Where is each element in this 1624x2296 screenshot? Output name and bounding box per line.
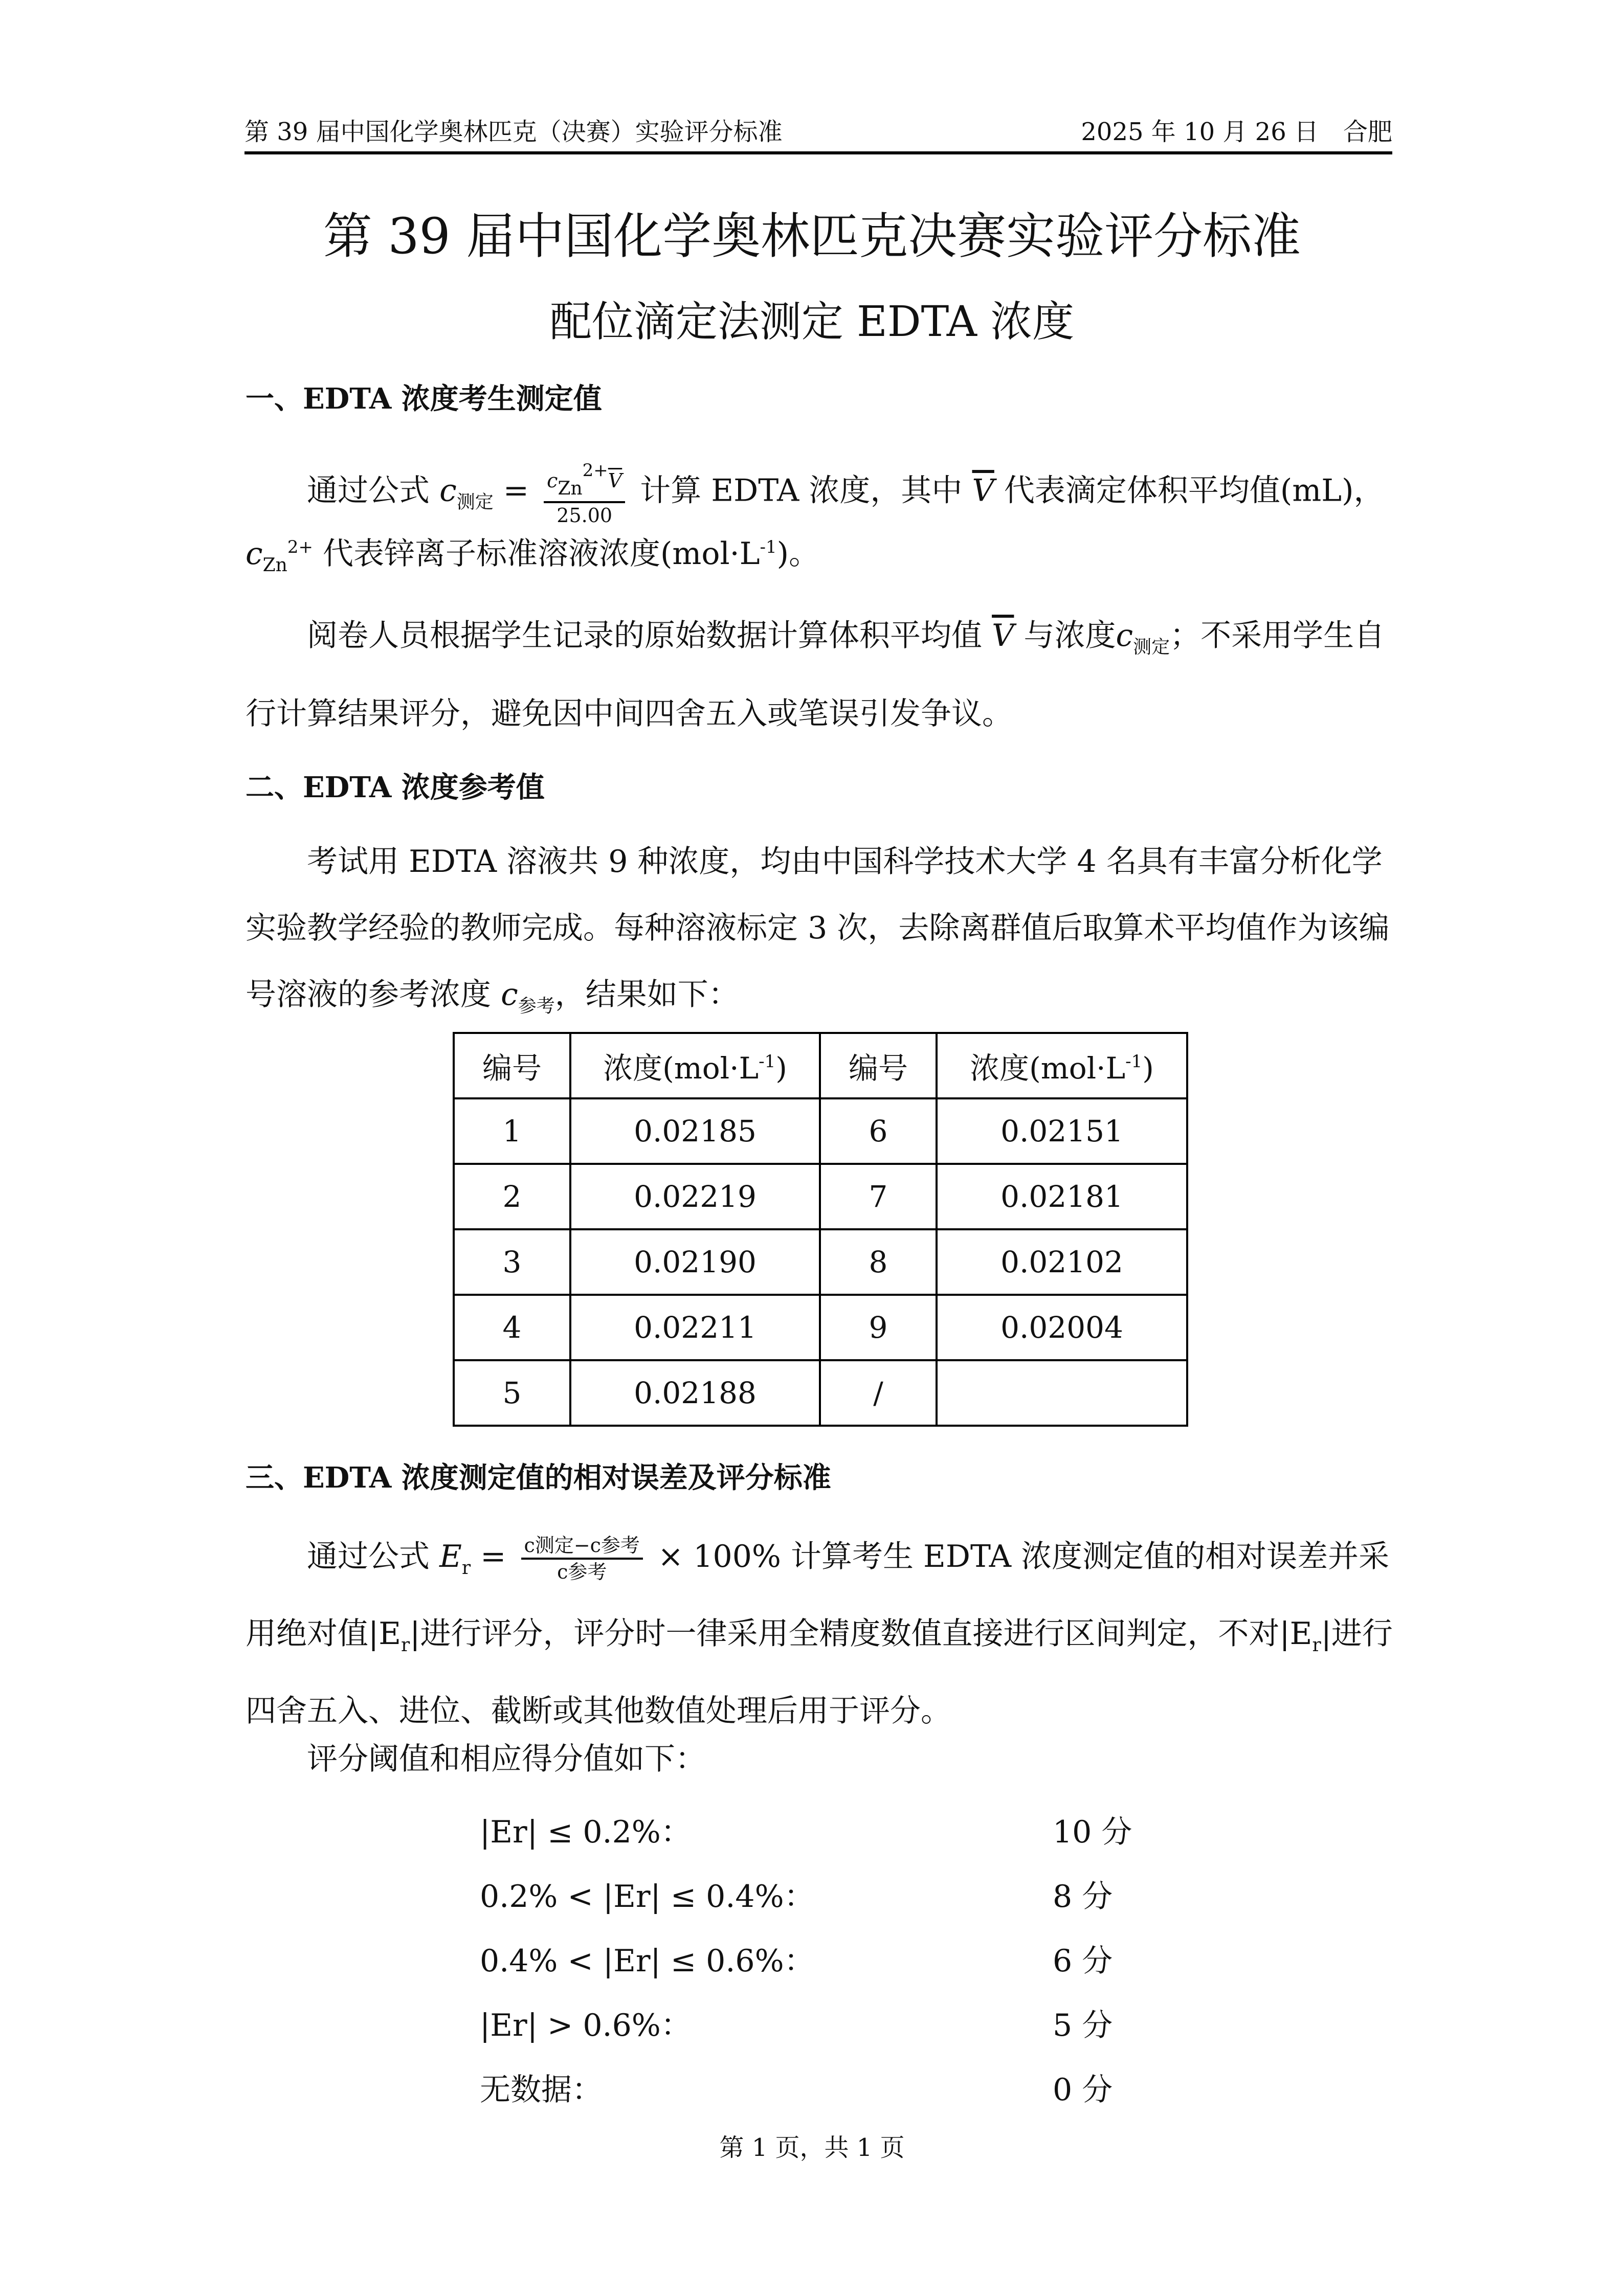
- formula-fraction: $\frac{cZn2+\overline{V}}{25.00}$: [544, 459, 625, 527]
- table-row: 1 0.02185 6 0.02151: [454, 1098, 1187, 1164]
- document-subtitle: 配位滴定法测定 EDTA 浓度: [549, 298, 1075, 346]
- score-row: 无数据： 0 分: [480, 2072, 1113, 2108]
- section2-para: 考试用 EDTA 溶液共 9 种浓度，均由中国科学技术大学 4 名具有丰富分析化学实验教学经验的教师完成。每种溶液标定 3 次，去除离群值后取算术平均值作为该编号溶液的参考浓度 $c_{参考}$，结果如下：: [246, 844, 1390, 1017]
- score-row: |Er| > 0.6%： 5 分: [480, 2008, 1113, 2043]
- table-row: 2 0.02219 7 0.02181: [454, 1164, 1187, 1229]
- section3-para1: 通过公式 $E_r$ = $\frac{\text{c测定−c参考}}{\text{c参考}}$ × 100% 计算考生 EDTA 浓度测定值的相对误差并采用绝对值$|E_r|$进行评分，评分时一律采用全精度数值直接进行区间判定，不对$|E_r|$进行四舍五入、进位、截断或其他数值处理后用于评分。: [246, 1534, 1393, 1729]
- header-left: 第 39 届中国化学奥林匹克（决赛）实验评分标准: [244, 118, 783, 146]
- score-row: 0.2% < |Er| ≤ 0.4%： 8 分: [480, 1879, 1113, 1915]
- header-right: 2025 年 10 月 26 日 合肥: [1081, 118, 1392, 146]
- section3-heading: 三、EDTA 浓度测定值的相对误差及评分标准: [246, 1461, 831, 1495]
- section1-para2: 阅卷人员根据学生记录的原始数据计算体积平均值 $\overline{V}$ 与浓度$c_{测定}$；不采用学生自行计算结果评分，避免因中间四舍五入或笔误引发争议。: [246, 618, 1385, 732]
- section1-heading: 一、EDTA 浓度考生测定值: [246, 382, 602, 416]
- header-cell: 浓度$(mol\cdot L^{-1})$: [570, 1033, 820, 1098]
- header-cell: 浓度$(mol\cdot L^{-1})$: [937, 1033, 1187, 1098]
- page-header: [244, 117, 1392, 154]
- table-row: 5 0.02188 /: [454, 1360, 1187, 1426]
- table-row: 3 0.02190 8 0.02102: [454, 1229, 1187, 1295]
- header-cell: 编号: [454, 1033, 570, 1098]
- document-title: 第 39 届中国化学奥林匹克决赛实验评分标准: [323, 208, 1301, 265]
- score-row: |Er| ≤ 0.2%： 10 分: [480, 1814, 1132, 1850]
- table-header-row: [454, 1033, 1187, 1098]
- score-row: 0.4% < |Er| ≤ 0.6%： 6 分: [480, 1943, 1113, 1979]
- page-footer: 第 1 页，共 1 页: [719, 2133, 905, 2162]
- section2-heading: 二、EDTA 浓度参考值: [246, 771, 545, 804]
- reference-table: [453, 1032, 1188, 1427]
- table-row: 4 0.02211 9 0.02004: [454, 1295, 1187, 1360]
- score-list: [480, 1800, 1196, 2122]
- section3-para2: 评分阈值和相应得分值如下：: [307, 1741, 706, 1777]
- section1-para1: 通过公式 $c_{测定}$ = $\frac{cZn2+\overline{V}}{25.00}$ 计算 EDTA 浓度，其中 $\overline{V}$ 代表滴定体积平均值(mL)， $c_{Zn}^{2+}$ 代表锌离子标准溶液浓度$(mol\cdot L^{-1})$。: [246, 460, 1385, 576]
- header-cell: 编号: [820, 1033, 937, 1098]
